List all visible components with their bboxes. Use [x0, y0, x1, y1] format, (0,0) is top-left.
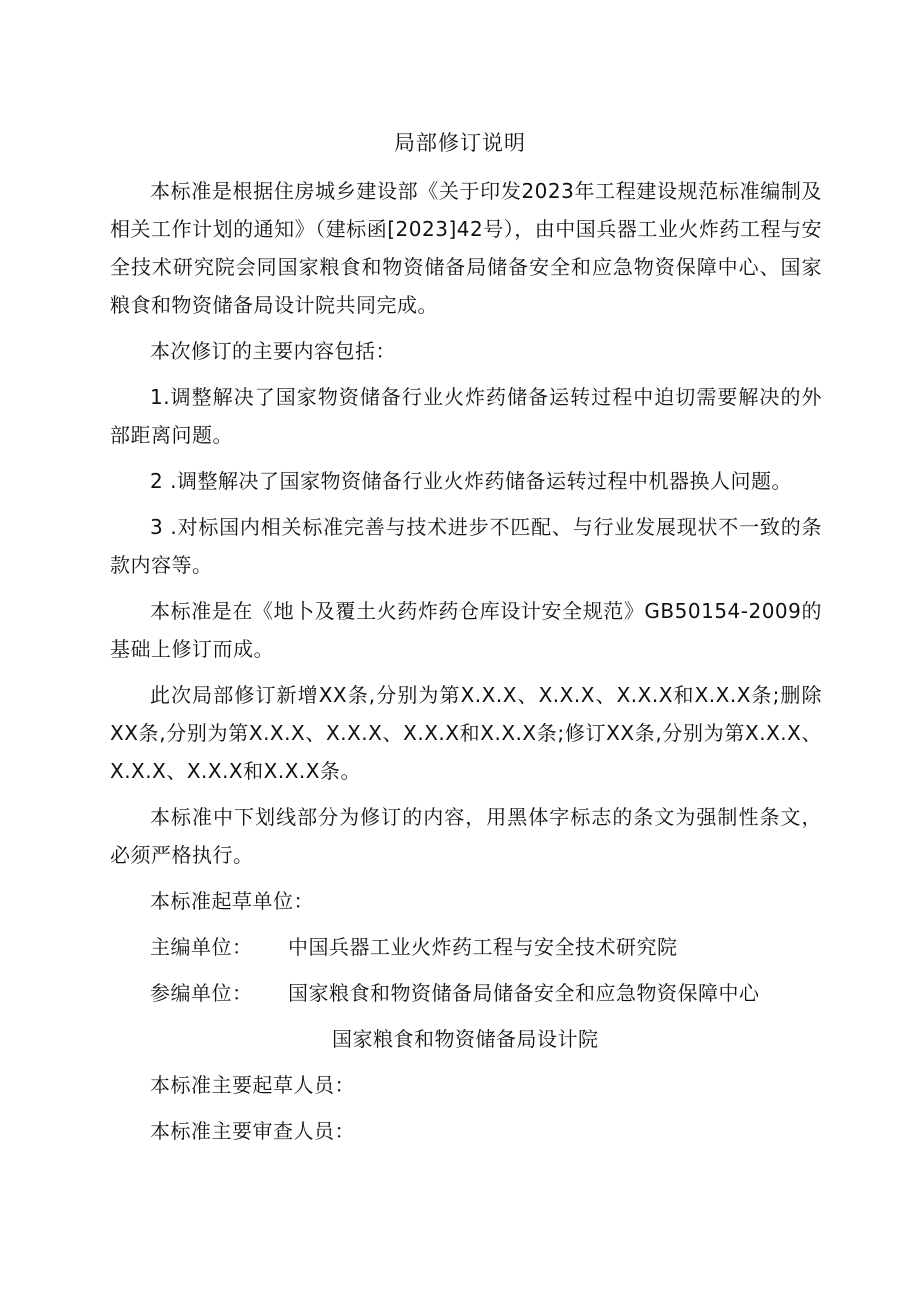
participant-unit-row: [150, 974, 822, 1012]
paragraph-basis: 本标准是根据住房城乡建设部《关于印发2023年工程建设规范标准编制及相关工作计划的通知》（建标函[2023]42号），由中国兵器工业火炸药工程与安全技术研究院会同国家粮食和物资储备局储备安全和应急物资保障中心、国家粮食和物资储备局设计院共同完成。: [110, 179, 822, 317]
participant-unit-value-1: 国家粮食和物资储备局储备安全和应急物资保障中心: [288, 981, 760, 1005]
chief-unit-value: 中国兵器工业火炸药工程与安全技术研究院: [288, 935, 678, 959]
participant-unit-value-2: 国家粮食和物资储备局设计院: [332, 1027, 599, 1051]
paragraph-based-on: 本标准是在《地卜及覆土火药炸药仓库设计安全规范》GB50154-2009的基础上修订而成。: [110, 599, 822, 661]
drafting-units-heading: 本标准起草单位：: [150, 889, 314, 913]
chief-unit-row: [150, 928, 822, 966]
document-title: 局部修订说明: [394, 131, 526, 155]
list-item-3: 3 .对标国内相关标准完善与技术进步不匹配、与行业发展现状不一致的条款内容等。: [110, 515, 822, 577]
list-item-1: 1.调整解决了国家物资储备行业火炸药储备运转过程中迫切需要解决的外部距离问题。: [110, 385, 822, 447]
paragraph-contents-intro: 本次修订的主要内容包括：: [150, 339, 396, 363]
document-body: [110, 172, 822, 1158]
list-item-2: 2 .调整解决了国家物资储备行业火炸药储备运转过程中机器换人问题。: [150, 469, 792, 493]
drafters-heading: 本标准主要起草人员：: [150, 1073, 355, 1097]
chief-unit-label: 主编单位：: [150, 935, 253, 959]
paragraph-underline-note: 本标准中下划线部分为修订的内容，用黑体字标志的条文为强制性条文，必须严格执行。: [110, 805, 822, 867]
reviewers-heading: 本标准主要审查人员：: [150, 1119, 355, 1143]
participant-unit-label: 参编单位：: [150, 981, 253, 1005]
paragraph-revision-summary: 此次局部修订新增XX条,分别为第X.X.X、X.X.X、X.X.X和X.X.X条;删除XX条,分别为第X.X.X、X.X.X、X.X.X和X.X.X条;修订XX条,分别为第X.X.X、X.X.X、X.X.X和X.X.X条。: [110, 683, 822, 783]
